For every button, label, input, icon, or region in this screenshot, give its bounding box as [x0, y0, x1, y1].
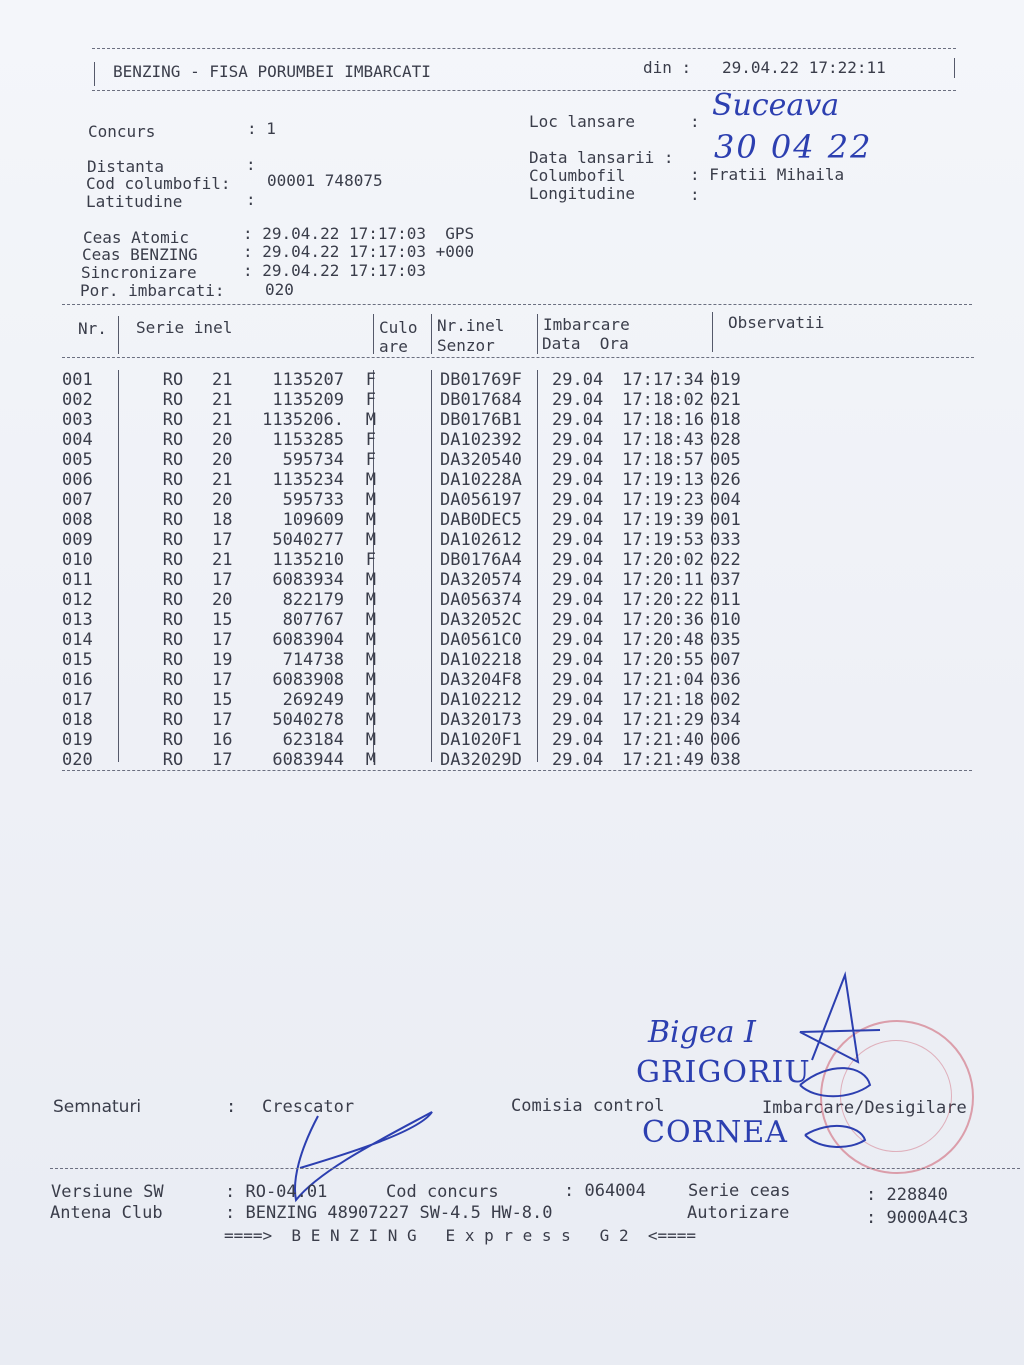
cell-date: 29.04 [552, 430, 604, 450]
cell-year: 15 [212, 610, 233, 630]
cell-time: 17:20:22 [622, 590, 704, 610]
col-header-nr-inel: Nr.inel [437, 316, 505, 335]
cell-date: 29.04 [552, 610, 604, 630]
cell-sensor: DA102212 [440, 690, 522, 710]
cell-time: 17:19:53 [622, 530, 704, 550]
serie-ceas-label: Serie ceas [688, 1181, 791, 1201]
cell-sex: M [365, 750, 376, 770]
cell-date: 29.04 [552, 510, 604, 530]
semnaturi-label: Semnaturi [53, 1097, 142, 1117]
cell-observation: 018 [710, 410, 741, 430]
cell-sensor: DA320173 [440, 710, 522, 730]
cell-observation: 007 [710, 650, 741, 670]
cell-sensor: DAB0DEC5 [440, 510, 522, 530]
cell-sex: M [365, 530, 376, 550]
cell-country: RO [162, 730, 184, 750]
cell-observation: 033 [710, 530, 741, 550]
cell-observation: 005 [710, 450, 741, 470]
cell-year: 16 [212, 730, 233, 750]
latitudine-value: : [246, 190, 256, 209]
cell-time: 17:19:39 [622, 510, 704, 530]
cell-sex: M [365, 470, 376, 490]
cell-time: 17:19:23 [622, 490, 704, 510]
col-header-observatii: Observatii [728, 313, 825, 332]
cell-country: RO [162, 430, 184, 450]
cell-sex: M [365, 510, 376, 530]
cell-sex: F [365, 550, 376, 570]
col-header-imbarcare: Imbarcare [543, 315, 630, 334]
cell-country: RO [162, 490, 184, 510]
cell-nr: 008 [62, 510, 93, 530]
cell-time: 17:21:40 [622, 730, 704, 750]
cell-sensor: DA10228A [440, 470, 522, 490]
cell-sex: F [365, 450, 376, 470]
printed-date-label: din : [643, 58, 692, 77]
cell-year: 20 [212, 490, 233, 510]
data-lansarii-label: Data lansarii : [529, 148, 674, 167]
data-lansarii-handwritten: 30 04 22 [714, 128, 873, 166]
cell-date: 29.04 [552, 630, 604, 650]
cell-sensor: DA320574 [440, 570, 522, 590]
cell-year: 17 [212, 530, 233, 550]
cell-country: RO [162, 590, 184, 610]
cell-sex: M [365, 690, 376, 710]
cell-year: 17 [212, 670, 233, 690]
cell-nr: 012 [62, 590, 93, 610]
cell-ring-number: 822179 [282, 590, 344, 610]
cell-observation: 035 [710, 630, 741, 650]
cell-country: RO [162, 410, 184, 430]
cell-sex: M [365, 490, 376, 510]
cell-nr: 005 [62, 450, 93, 470]
cell-sex: M [365, 630, 376, 650]
cell-date: 29.04 [552, 690, 604, 710]
cell-sensor: DA102612 [440, 530, 522, 550]
cell-observation: 019 [710, 370, 741, 390]
cod-concurs-value: : 064004 [564, 1181, 646, 1201]
cell-year: 18 [212, 510, 233, 530]
cell-nr: 014 [62, 630, 93, 650]
cell-year: 21 [212, 390, 233, 410]
cell-ring-number: 6083934 [272, 570, 344, 590]
cell-country: RO [162, 450, 184, 470]
cell-year: 21 [212, 410, 233, 430]
cell-ring-number: 595734 [282, 450, 344, 470]
cell-nr: 020 [62, 750, 93, 770]
cell-observation: 038 [710, 750, 741, 770]
cell-date: 29.04 [552, 730, 604, 750]
cell-sensor: DB0176B1 [440, 410, 522, 430]
cell-observation: 028 [710, 430, 741, 450]
cell-time: 17:18:02 [622, 390, 704, 410]
ceas-atomic-label: Ceas Atomic [83, 228, 189, 247]
concurs-value: : 1 [247, 119, 276, 138]
cell-date: 29.04 [552, 490, 604, 510]
cell-sex: M [365, 590, 376, 610]
cell-year: 21 [212, 370, 233, 390]
cell-sex: M [365, 710, 376, 730]
cell-observation: 022 [710, 550, 741, 570]
cell-time: 17:21:49 [622, 750, 704, 770]
cell-date: 29.04 [552, 710, 604, 730]
cell-sensor: DB017684 [440, 390, 522, 410]
cod-columbofil-value: 00001 748075 [267, 171, 383, 190]
cell-country: RO [162, 470, 184, 490]
cell-country: RO [162, 670, 184, 690]
cell-country: RO [162, 750, 184, 770]
ceas-atomic-value: : 29.04.22 17:17:03 GPS [243, 224, 475, 243]
crescator-label: Crescator [262, 1097, 355, 1117]
cell-ring-number: 623184 [282, 730, 344, 750]
cell-country: RO [162, 710, 184, 730]
cell-sensor: DA102392 [440, 430, 522, 450]
loc-lansare-label: Loc lansare [529, 112, 635, 131]
cell-time: 17:18:43 [622, 430, 704, 450]
cell-country: RO [162, 650, 184, 670]
document-title: BENZING - FISA PORUMBEI IMBARCATI [113, 62, 431, 81]
cell-year: 17 [212, 630, 233, 650]
concurs-label: Concurs [88, 122, 156, 141]
cell-time: 17:20:48 [622, 630, 704, 650]
cell-ring-number: 6083908 [272, 670, 344, 690]
cell-date: 29.04 [552, 370, 604, 390]
cell-country: RO [162, 510, 184, 530]
cell-year: 20 [212, 590, 233, 610]
cell-time: 17:17:34 [622, 370, 704, 390]
cell-sensor: DB0176A4 [440, 550, 522, 570]
cell-time: 17:21:29 [622, 710, 704, 730]
cell-sensor: DA3204F8 [440, 670, 522, 690]
cell-ring-number: 269249 [282, 690, 344, 710]
cell-date: 29.04 [552, 590, 604, 610]
cell-sensor: DA056197 [440, 490, 522, 510]
footer-top-border [50, 1168, 1020, 1169]
cell-observation: 037 [710, 570, 741, 590]
cell-sensor: DA056374 [440, 590, 522, 610]
porumbei-imbarcati-value: 020 [265, 280, 294, 299]
cell-time: 17:18:16 [622, 410, 704, 430]
cell-sensor: DA320540 [440, 450, 522, 470]
cell-sex: F [365, 430, 376, 450]
handwritten-name-3: CORNEA [642, 1115, 788, 1150]
cell-ring-number: 109609 [282, 510, 344, 530]
distanta-label: Distanta [87, 157, 165, 176]
cell-date: 29.04 [552, 570, 604, 590]
col-header-serie-inel: Serie inel [136, 318, 233, 337]
cell-country: RO [162, 570, 184, 590]
cell-nr: 003 [62, 410, 93, 430]
cell-year: 20 [212, 430, 233, 450]
longitudine-label: Longitudine [529, 184, 635, 203]
cell-sex: M [365, 410, 376, 430]
autorizare-label: Autorizare [687, 1203, 790, 1223]
cell-nr: 002 [62, 390, 93, 410]
cell-ring-number: 1135209 [272, 390, 344, 410]
cell-observation: 006 [710, 730, 741, 750]
cell-country: RO [162, 390, 184, 410]
cell-sex: M [365, 610, 376, 630]
cell-nr: 004 [62, 430, 93, 450]
cell-time: 17:20:02 [622, 550, 704, 570]
cell-nr: 016 [62, 670, 93, 690]
antena-club-value: : BENZING 48907227 SW-4.5 HW-8.0 [225, 1203, 553, 1223]
col-header-culoare-1: Culo [379, 318, 418, 337]
cell-observation: 001 [710, 510, 741, 530]
ceas-benzing-value: : 29.04.22 17:17:03 +000 [243, 242, 475, 261]
cell-observation: 011 [710, 590, 741, 610]
cell-ring-number: 1135206. [262, 410, 344, 430]
cell-year: 17 [212, 750, 233, 770]
handwritten-name-2: GRIGORIU [636, 1055, 811, 1090]
cell-observation: 036 [710, 670, 741, 690]
cell-date: 29.04 [552, 470, 604, 490]
cell-country: RO [162, 370, 184, 390]
cell-year: 21 [212, 470, 233, 490]
cell-sex: M [365, 670, 376, 690]
cell-sensor: DA1020F1 [440, 730, 522, 750]
cell-sex: M [365, 570, 376, 590]
loc-lansare-handwritten: Suceava [712, 88, 840, 123]
latitudine-label: Latitudine [86, 192, 183, 211]
cell-country: RO [162, 610, 184, 630]
distanta-value: : [246, 155, 256, 174]
cell-sex: M [365, 650, 376, 670]
cell-country: RO [162, 630, 184, 650]
cell-nr: 019 [62, 730, 93, 750]
cell-nr: 006 [62, 470, 93, 490]
loc-lansare-colon: : [690, 112, 700, 131]
cell-date: 29.04 [552, 410, 604, 430]
cell-nr: 015 [62, 650, 93, 670]
cod-concurs-label: Cod concurs [386, 1182, 499, 1202]
cell-year: 20 [212, 450, 233, 470]
cell-year: 15 [212, 690, 233, 710]
cell-time: 17:21:04 [622, 670, 704, 690]
cell-date: 29.04 [552, 450, 604, 470]
porumbei-imbarcati-label: Por. imbarcati: [80, 281, 225, 300]
cell-year: 17 [212, 710, 233, 730]
longitudine-value: : [690, 185, 700, 204]
printed-date-value: 29.04.22 17:22:11 [722, 58, 886, 77]
cell-nr: 010 [62, 550, 93, 570]
handwritten-name-1: Bigea I [648, 1015, 756, 1050]
serie-ceas-value: : 228840 [866, 1185, 948, 1205]
cod-columbofil-label: Cod columbofil: [86, 174, 231, 193]
versiune-sw-label: Versiune SW [51, 1182, 164, 1202]
cell-ring-number: 1153285 [272, 430, 344, 450]
cell-observation: 021 [710, 390, 741, 410]
cell-nr: 018 [62, 710, 93, 730]
col-header-nr: Nr. [78, 319, 107, 338]
cell-year: 21 [212, 550, 233, 570]
benzing-express-banner: ====> B E N Z I N G E x p r e s s G 2 <==== [224, 1226, 697, 1245]
cell-date: 29.04 [552, 750, 604, 770]
cell-ring-number: 1135234 [272, 470, 344, 490]
columbofil-label: Columbofil [529, 166, 626, 185]
cell-date: 29.04 [552, 390, 604, 410]
ceas-benzing-label: Ceas BENZING [82, 245, 198, 264]
cell-nr: 009 [62, 530, 93, 550]
cell-sex: F [365, 370, 376, 390]
cell-sensor: DA0561C0 [440, 630, 522, 650]
sincronizare-label: Sincronizare [81, 263, 197, 282]
cell-ring-number: 6083944 [272, 750, 344, 770]
cell-time: 17:20:11 [622, 570, 704, 590]
cell-sensor: DA32052C [440, 610, 522, 630]
cell-sensor: DB01769F [440, 370, 522, 390]
cell-country: RO [162, 530, 184, 550]
cell-observation: 026 [710, 470, 741, 490]
col-header-culoare-2: are [379, 337, 408, 356]
cell-date: 29.04 [552, 550, 604, 570]
cell-ring-number: 5040278 [272, 710, 344, 730]
cell-country: RO [162, 550, 184, 570]
cell-ring-number: 5040277 [272, 530, 344, 550]
cell-sensor: DA32029D [440, 750, 522, 770]
imbarcare-desigilare-label: Imbarcare/Desigilare [762, 1098, 967, 1118]
col-header-data-ora: Data Ora [542, 334, 629, 353]
cell-nr: 001 [62, 370, 93, 390]
cell-ring-number: 1135210 [272, 550, 344, 570]
cell-ring-number: 6083904 [272, 630, 344, 650]
cell-country: RO [162, 690, 184, 710]
cell-ring-number: 807767 [282, 610, 344, 630]
cell-ring-number: 714738 [282, 650, 344, 670]
cell-nr: 013 [62, 610, 93, 630]
col-header-senzor: Senzor [437, 336, 495, 355]
antena-club-label: Antena Club [50, 1203, 163, 1223]
cell-observation: 034 [710, 710, 741, 730]
semnaturi-colon: : [226, 1097, 237, 1117]
cell-sex: M [365, 730, 376, 750]
autorizare-value: : 9000A4C3 [866, 1208, 969, 1228]
cell-date: 29.04 [552, 670, 604, 690]
cell-date: 29.04 [552, 650, 604, 670]
cell-year: 19 [212, 650, 233, 670]
cell-sex: F [365, 390, 376, 410]
cell-time: 17:21:18 [622, 690, 704, 710]
cell-observation: 002 [710, 690, 741, 710]
comisia-control-label: Comisia control [511, 1096, 665, 1116]
cell-nr: 011 [62, 570, 93, 590]
cell-observation: 004 [710, 490, 741, 510]
cell-sensor: DA102218 [440, 650, 522, 670]
cell-time: 17:20:55 [622, 650, 704, 670]
cell-ring-number: 1135207 [272, 370, 344, 390]
sincronizare-value: : 29.04.22 17:17:03 [243, 261, 427, 280]
cell-ring-number: 595733 [282, 490, 344, 510]
cell-date: 29.04 [552, 530, 604, 550]
cell-nr: 007 [62, 490, 93, 510]
versiune-sw-value: : RO-04.01 [225, 1182, 328, 1202]
cell-nr: 017 [62, 690, 93, 710]
cell-year: 17 [212, 570, 233, 590]
columbofil-value: : Fratii Mihaila [690, 165, 845, 184]
cell-observation: 010 [710, 610, 741, 630]
cell-time: 17:18:57 [622, 450, 704, 470]
cell-time: 17:19:13 [622, 470, 704, 490]
cell-time: 17:20:36 [622, 610, 704, 630]
